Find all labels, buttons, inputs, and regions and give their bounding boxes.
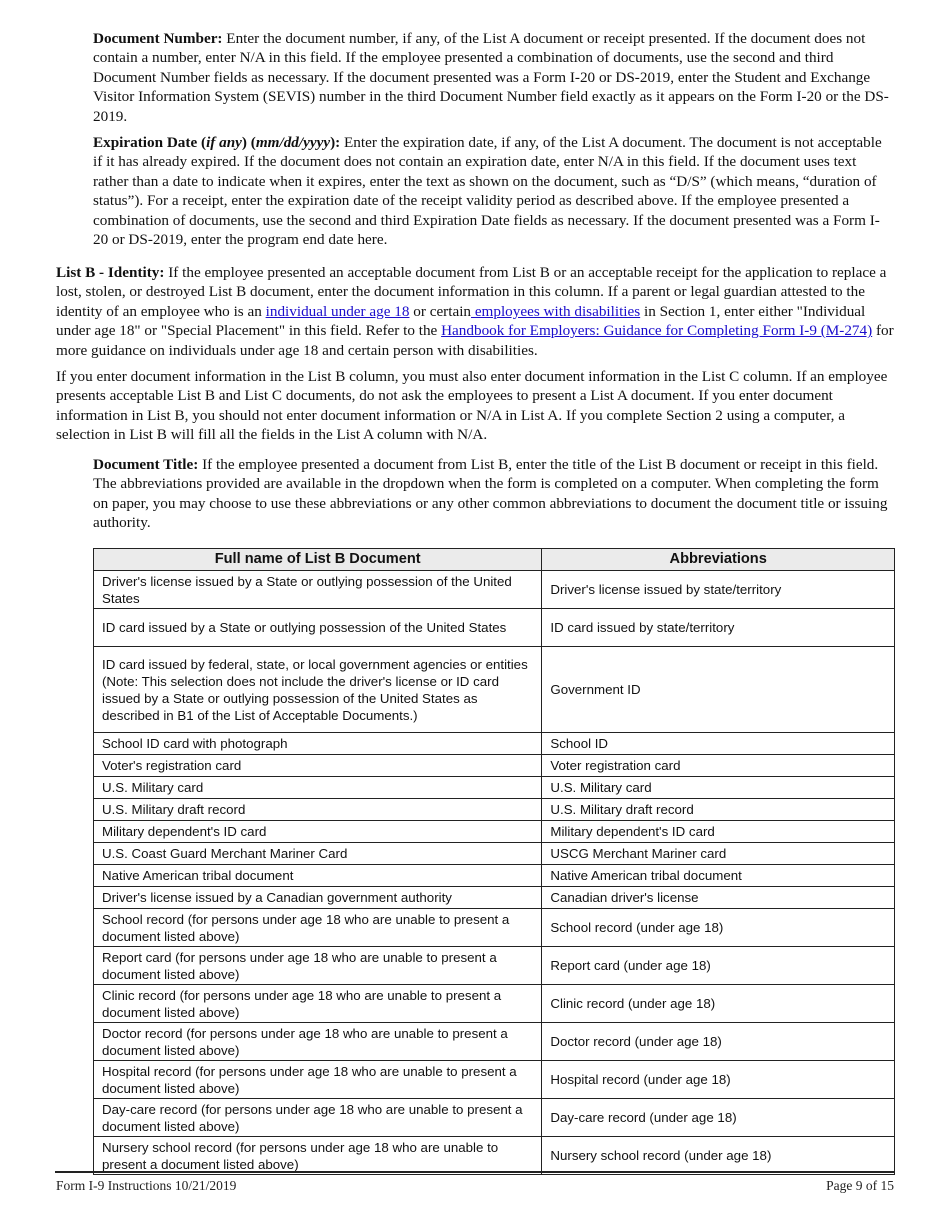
full-name-cell: Report card (for persons under age 18 who are unable to present a document listed above)	[94, 947, 542, 985]
column-header-abbreviations: Abbreviations	[542, 549, 895, 571]
abbreviation-cell: U.S. Military draft record	[542, 799, 895, 821]
list-b-identity-label: List B - Identity:	[56, 264, 165, 281]
table-row	[94, 909, 895, 947]
full-name-cell: Hospital record (for persons under age 18 who are unable to present a document listed above)	[94, 1061, 542, 1099]
full-name-cell: Nursery school record (for persons under age 18 who are unable to present a document listed above)	[94, 1137, 542, 1175]
abbreviation-cell: School ID	[542, 733, 895, 755]
abbreviation-cell: Report card (under age 18)	[542, 947, 895, 985]
abbreviation-cell: Native American tribal document	[542, 865, 895, 887]
document-title-label: Document Title:	[93, 456, 199, 473]
full-name-cell: School record (for persons under age 18 who are unable to present a document listed above)	[94, 909, 542, 947]
table-row	[94, 1137, 895, 1175]
table-header-row	[94, 549, 895, 571]
table-row	[94, 647, 895, 733]
full-name-cell: Military dependent's ID card	[94, 821, 542, 843]
full-name-cell: U.S. Coast Guard Merchant Mariner Card	[94, 843, 542, 865]
full-name-cell: Day-care record (for persons under age 18 who are unable to present a document listed above)	[94, 1099, 542, 1137]
full-name-cell: Driver's license issued by a Canadian government authority	[94, 887, 542, 909]
abbreviation-cell: Clinic record (under age 18)	[542, 985, 895, 1023]
abbreviation-cell: Canadian driver's license	[542, 887, 895, 909]
full-name-cell: Voter's registration card	[94, 755, 542, 777]
table-row	[94, 843, 895, 865]
table-row	[94, 609, 895, 647]
footer-page-number: Page 9 of 15	[826, 1178, 894, 1193]
abbreviation-cell: Military dependent's ID card	[542, 821, 895, 843]
full-name-cell: Doctor record (for persons under age 18 who are unable to present a document listed above)	[94, 1023, 542, 1061]
table-row	[94, 821, 895, 843]
table-row	[94, 777, 895, 799]
table-row	[94, 571, 895, 609]
expiration-date-text: Enter the expiration date, if any, of the List A document. The document is not acceptable if it has already expired. If the document does not contain an expiration date, enter N/A in this field. If the document uses text rather than a date to indicate when it expires, enter the text as shown on the document, such as “D/S” (which means, “duration of status”). For a receipt, enter the expiration date of the receipt validity period as described above. If the employee presented a combination of documents, use the second and third Expiration Date fields as necessary. If the document presented was a Form I-20 or DS-2019, enter the program end date here.	[93, 134, 882, 249]
abbreviation-cell: Day-care record (under age 18)	[542, 1099, 895, 1137]
full-name-cell: School ID card with photograph	[94, 733, 542, 755]
full-name-cell: U.S. Military draft record	[94, 799, 542, 821]
table-row	[94, 985, 895, 1023]
full-name-cell: U.S. Military card	[94, 777, 542, 799]
table-row	[94, 887, 895, 909]
table-row	[94, 1099, 895, 1137]
document-number-text: Enter the document number, if any, of the List A document or receipt presented. If the document does not contain a number, enter N/A in this field. If the employee presented a combination of documents, use the second and third Document Number fields as necessary. If the document presented was a Form I-20 or DS-2019, enter the Student and Exchange Visitor Information System (SEVIS) number in the third Document Number field exactly as it appears on the Form I-20 or the DS-2019.	[93, 30, 889, 125]
document-title-paragraph	[93, 455, 893, 533]
employees-with-disabilities-link[interactable]: employees with disabilities	[471, 302, 641, 320]
list-b-identity-paragraph: List B - Identity: If the employee presented an acceptable document from List B or an acceptable receipt for the application to replace a lost, stolen, or destroyed List B document, enter the document information in this column. If a parent or legal guardian attested to the identity of an employee who is an individual under age 18 or certain employees with disabilities in Section 1, enter either "Individual under age 18" or "Special Placement" in this field. Refer to the Handbook for Employers: Guidance for Completing Form I-9 (M-274) for more guidance on individuals under age 18 and certain person with disabilities.	[56, 264, 894, 359]
document-title-text: If the employee presented a document from List B, enter the title of the List B document or receipt in this field. The abbreviations provided are available in the dropdown when the form is completed on a computer. When completing the form on paper, you may choose to use these abbreviations or any other common abbreviations to document the document title or issuing authority.	[93, 456, 888, 532]
list-b-note-paragraph: If you enter document information in the List B column, you must also enter document information in the List C column. If an employee presents acceptable List B and List C documents, do not ask the employees to present a List A document. If you enter document information in List B, you should not enter document information or N/A in List A. If you complete Section 2 using a computer, a selection in List B will fill all the fields in the List A column with N/A.	[56, 368, 888, 444]
abbreviation-cell: School record (under age 18)	[542, 909, 895, 947]
handbook-for-employers-link[interactable]: Handbook for Employers: Guidance for Completing Form I-9 (M-274)	[441, 322, 873, 340]
table-row	[94, 799, 895, 821]
abbreviation-cell: USCG Merchant Mariner card	[542, 843, 895, 865]
abbreviation-cell: Voter registration card	[542, 755, 895, 777]
document-number-label: Document Number:	[93, 30, 223, 47]
footer-divider	[55, 1171, 895, 1173]
table-row	[94, 755, 895, 777]
abbreviation-cell: Hospital record (under age 18)	[542, 1061, 895, 1099]
list-b-documents-table	[93, 548, 895, 1175]
abbreviation-cell: Government ID	[542, 647, 895, 733]
expiration-date-paragraph	[93, 133, 893, 249]
full-name-cell: Native American tribal document	[94, 865, 542, 887]
full-name-cell: Driver's license issued by a State or outlying possession of the United States	[94, 571, 542, 609]
abbreviation-cell: ID card issued by state/territory	[542, 609, 895, 647]
full-name-cell: ID card issued by federal, state, or local government agencies or entities (Note: This selection does not include the driver's license or ID card issued by a State or outlying possession of the United States as described in B1 of the List of Acceptable Documents.)	[94, 647, 542, 733]
individual-under-age-18-link[interactable]: individual under age 18	[265, 302, 410, 320]
abbreviation-cell: U.S. Military card	[542, 777, 895, 799]
expiration-date-label: Expiration Date (if any) (mm/dd/yyyy):	[93, 134, 341, 151]
column-header-full-name: Full name of List B Document	[94, 549, 542, 571]
full-name-cell: ID card issued by a State or outlying possession of the United States	[94, 609, 542, 647]
abbreviation-cell: Driver's license issued by state/territory	[542, 571, 895, 609]
table-row	[94, 1023, 895, 1061]
document-number-paragraph	[93, 29, 893, 126]
table-row	[94, 1061, 895, 1099]
full-name-cell: Clinic record (for persons under age 18 who are unable to present a document listed above)	[94, 985, 542, 1023]
table-row	[94, 865, 895, 887]
abbreviation-cell: Doctor record (under age 18)	[542, 1023, 895, 1061]
abbreviation-cell: Nursery school record (under age 18)	[542, 1137, 895, 1175]
table-row	[94, 947, 895, 985]
table-row	[94, 733, 895, 755]
footer-form-title: Form I-9 Instructions 10/21/2019	[56, 1178, 237, 1193]
